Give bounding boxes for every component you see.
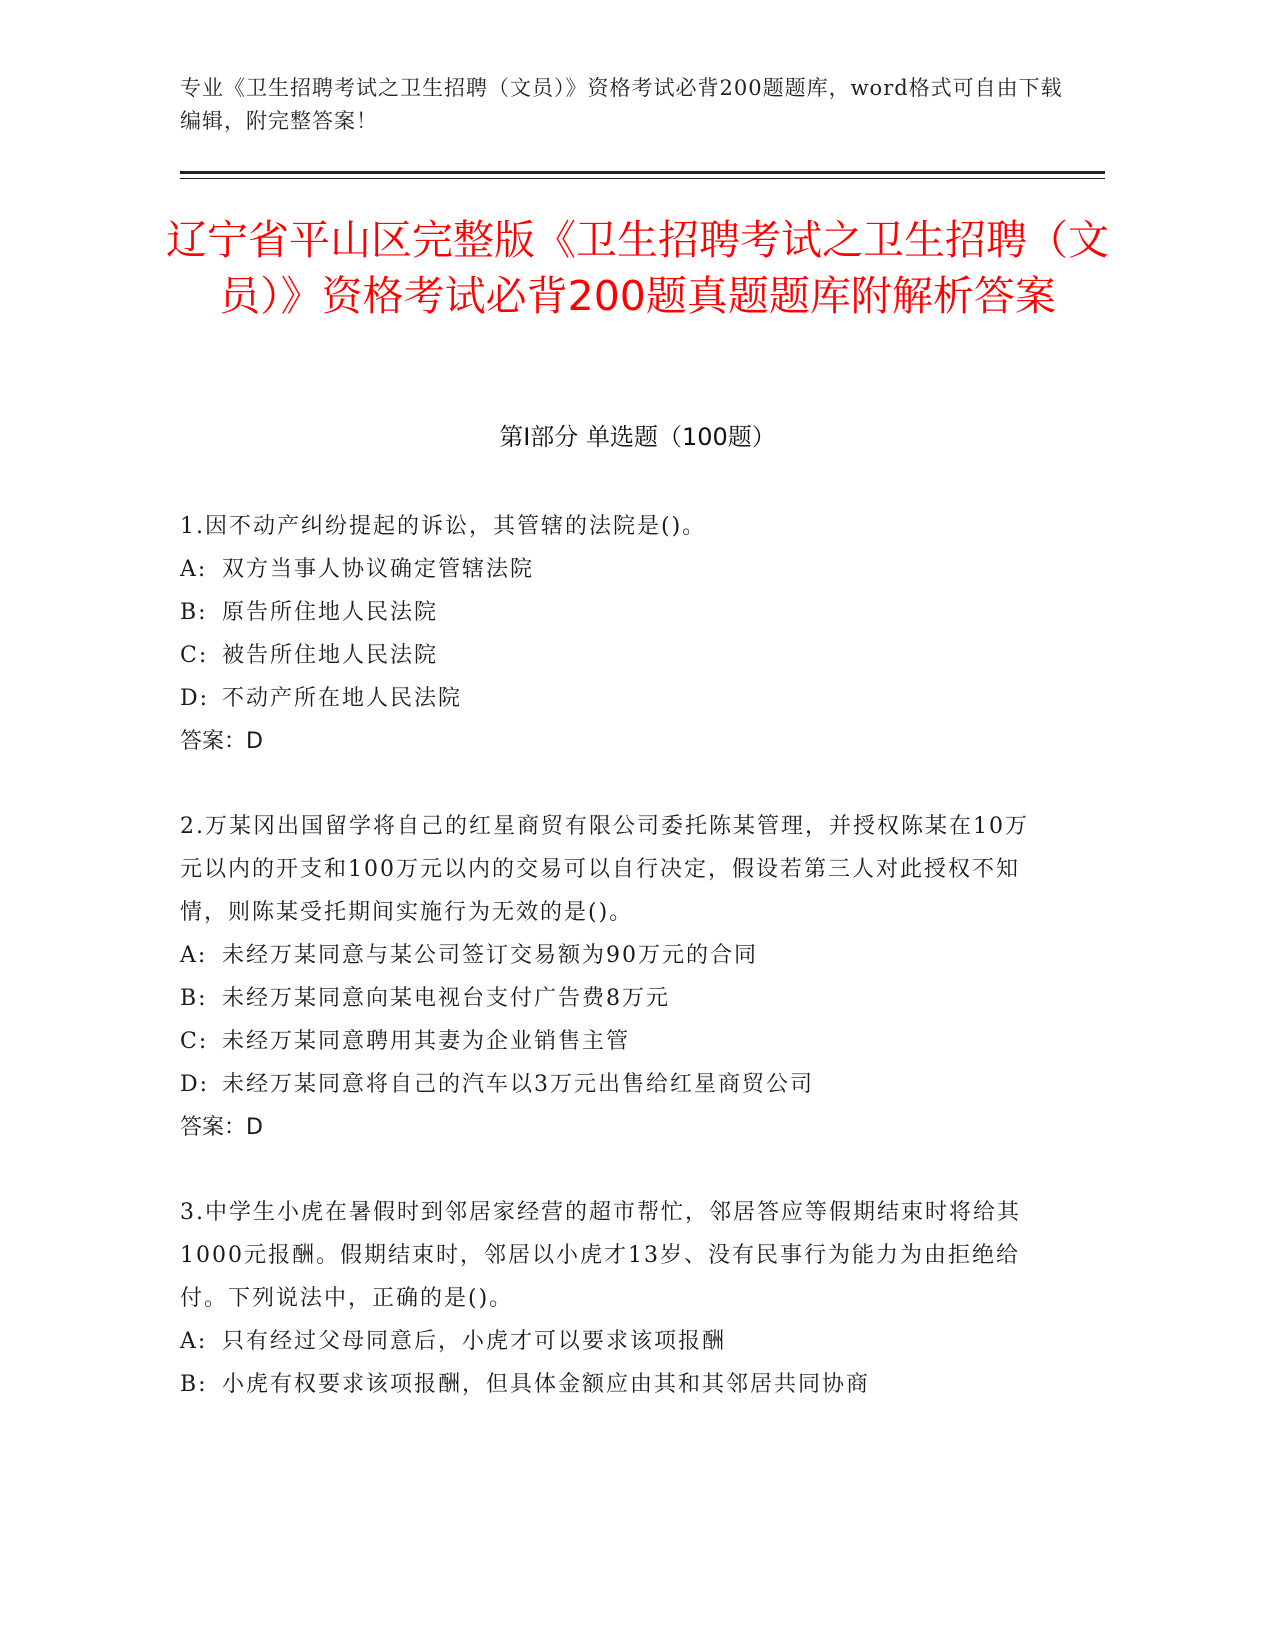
document-title: 辽宁省平山区完整版《卫生招聘考试之卫生招聘（文员）》资格考试必背200题真题题库附解析答案	[166, 216, 1109, 320]
option-d	[180, 1063, 1040, 1106]
option-c	[180, 1020, 1040, 1063]
option-key: B:	[180, 600, 208, 625]
question-stem: 1.因不动产纠纷提起的诉讼，其管辖的法院是()。	[180, 514, 707, 539]
option-b	[180, 591, 1040, 634]
header-rule-thick	[180, 171, 1105, 174]
option-text: 被告所住地人民法院	[222, 643, 439, 668]
option-text: 未经万某同意将自己的汽车以3万元出售给红星商贸公司	[222, 1072, 814, 1097]
option-key: A:	[180, 1329, 208, 1354]
question-3	[180, 1191, 1040, 1406]
answer-line: 答案：D	[180, 729, 263, 754]
question-list	[180, 505, 1040, 1448]
option-d	[180, 677, 1040, 720]
option-key: B:	[180, 1372, 208, 1397]
option-b	[180, 977, 1040, 1020]
option-text: 未经万某同意向某电视台支付广告费8万元	[222, 986, 670, 1011]
option-a	[180, 1320, 1040, 1363]
option-text: 原告所住地人民法院	[222, 600, 439, 625]
option-a	[180, 548, 1040, 591]
question-2	[180, 805, 1040, 1149]
option-key: A:	[180, 557, 208, 582]
option-key: A:	[180, 943, 208, 968]
option-key: D:	[180, 686, 210, 711]
question-1	[180, 505, 1040, 763]
option-key: D:	[180, 1072, 210, 1097]
answer-line: 答案：D	[180, 1115, 263, 1140]
option-key: C:	[180, 1029, 209, 1054]
option-a	[180, 934, 1040, 977]
option-key: B:	[180, 986, 208, 1011]
option-text: 未经万某同意与某公司签订交易额为90万元的合同	[222, 943, 758, 968]
question-stem: 3.中学生小虎在暑假时到邻居家经营的超市帮忙，邻居答应等假期结束时将给其1000元报酬。假期结束时，邻居以小虎才13岁、没有民事行为能力为由拒绝给付。下列说法中，正确的是()。	[180, 1200, 1021, 1311]
option-key: C:	[180, 643, 209, 668]
header-rule-thin	[180, 178, 1105, 179]
question-stem: 2.万某冈出国留学将自己的红星商贸有限公司委托陈某管理，并授权陈某在10万元以内的开支和100万元以内的交易可以自行决定，假设若第三人对此授权不知情，则陈某受托期间实施行为无效的是()。	[180, 814, 1029, 925]
option-c	[180, 634, 1040, 677]
option-b	[180, 1363, 1040, 1406]
section-title: 第Ⅰ部分 单选题（100题）	[499, 423, 776, 451]
option-text: 不动产所在地人民法院	[222, 686, 463, 711]
option-text: 小虎有权要求该项报酬，但具体金额应由其和其邻居共同协商	[222, 1372, 871, 1397]
option-text: 双方当事人协议确定管辖法院	[222, 557, 535, 582]
header-note: 专业《卫生招聘考试之卫生招聘（文员）》资格考试必背200题题库，word格式可自由下载编辑，附完整答案！	[180, 76, 1063, 133]
option-text: 未经万某同意聘用其妻为企业销售主管	[222, 1029, 631, 1054]
option-text: 只有经过父母同意后，小虎才可以要求该项报酬	[222, 1329, 727, 1354]
